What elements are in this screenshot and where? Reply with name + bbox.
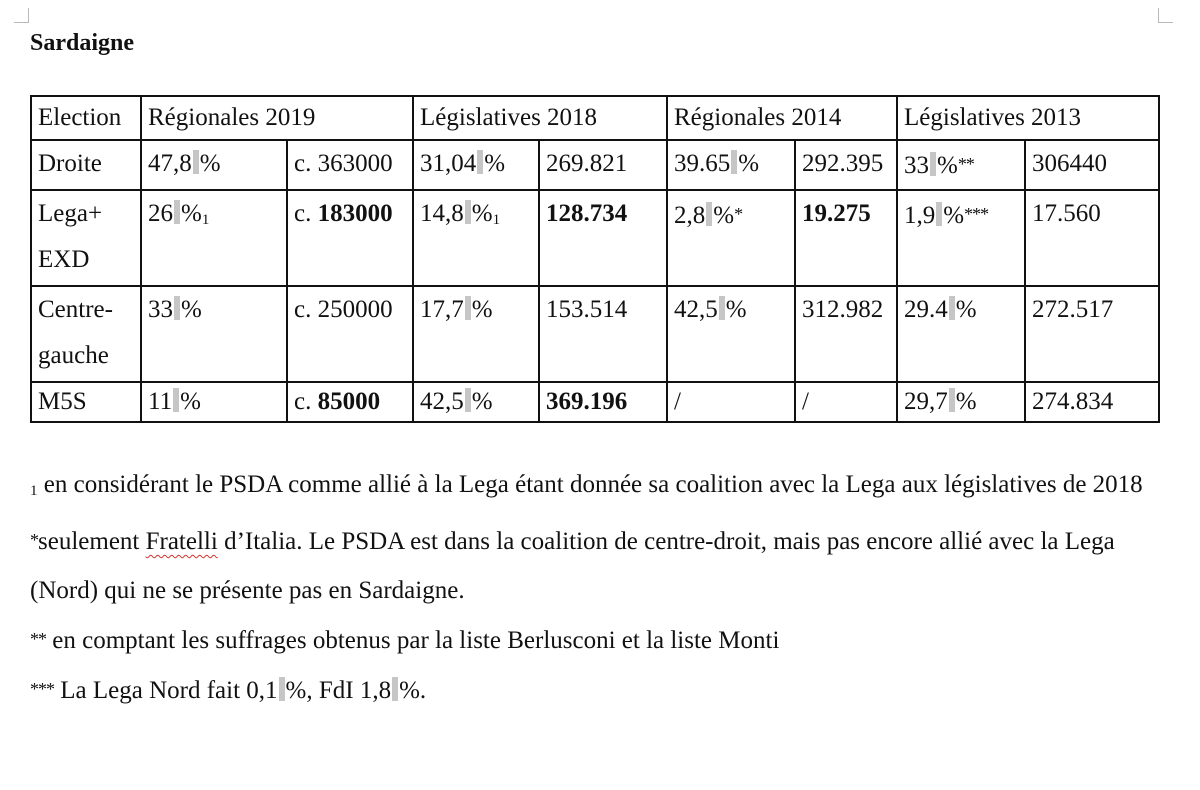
votes-cell: 269.821 xyxy=(539,140,667,190)
footnote-mark: 1 xyxy=(492,212,501,228)
table-header-row xyxy=(31,96,1159,140)
percent-cell: 2,8 %* xyxy=(667,190,795,286)
footnote-mark: * xyxy=(734,204,743,224)
footnotes xyxy=(30,460,1160,715)
percent-cell: 14,8 $\%_1$ xyxy=(413,190,539,286)
percent-cell: 29,7 % xyxy=(897,382,1025,422)
table-row xyxy=(31,140,1159,190)
table-row xyxy=(31,286,1159,382)
row-label: M5S xyxy=(31,382,141,422)
percent-cell: 42,5 % xyxy=(413,382,539,422)
table-row xyxy=(31,382,1159,422)
footnote-mark: *** xyxy=(30,679,54,699)
percent-cell: 47,8 % xyxy=(141,140,287,190)
header-cell: Régionales 2014 xyxy=(667,96,897,140)
votes-cell: 312.982 xyxy=(795,286,897,382)
header-cell: Régionales 2019 xyxy=(141,96,413,140)
footnote-mark: * xyxy=(30,530,38,550)
votes-cell: 292.395 xyxy=(795,140,897,190)
row-label: Centre-gauche xyxy=(31,286,141,382)
percent-cell: 26 $\%_1$ xyxy=(141,190,287,286)
footnote-mark: ** xyxy=(957,154,974,174)
footnote-triple-star: *** La Lega Nord fait 0,1 %, FdI 1,8 %. xyxy=(30,677,427,704)
row-label: Lega+ EXD xyxy=(31,190,141,286)
percent-cell: 39.65 % xyxy=(667,140,795,190)
percent-cell: 33 %** xyxy=(897,140,1025,190)
percent-cell: 17,7 % xyxy=(413,286,539,382)
votes-cell: c. 183000 xyxy=(287,190,413,286)
footnote-star: *seulement Fratelli d’Italia. Le PSDA est dans la coalition de centre-droit, mais pas encore allié avec la Lega (Nord) qui ne se présente pas en Sardaigne. xyxy=(30,528,1115,604)
footnote-1: $_1$ en considérant le PSDA comme allié à la Lega étant donnée sa coalition avec la Lega aux législatives de 2018 xyxy=(30,471,1143,499)
votes-cell: c. 85000 xyxy=(287,382,413,422)
row-label: Droite xyxy=(31,140,141,190)
percent-cell: 33 % xyxy=(141,286,287,382)
votes-cell: c. 250000 xyxy=(287,286,413,382)
votes-cell: / xyxy=(795,382,897,422)
percent-cell: 11 % xyxy=(141,382,287,422)
votes-cell: 274.834 xyxy=(1025,382,1159,422)
votes-cell: 306440 xyxy=(1025,140,1159,190)
votes-cell: 369.196 xyxy=(539,382,667,422)
footnote-double-star: ** en comptant les suffrages obtenus par la liste Berlusconi et la liste Monti xyxy=(30,627,780,654)
percent-cell: / xyxy=(667,382,795,422)
election-results-table xyxy=(30,95,1160,423)
page-corner-mark-top-right xyxy=(1158,8,1173,23)
votes-cell: 17.560 xyxy=(1025,190,1159,286)
votes-cell: 272.517 xyxy=(1025,286,1159,382)
header-cell: Législatives 2018 xyxy=(413,96,667,140)
footnote-mark: ** xyxy=(30,629,46,649)
votes-cell: 153.514 xyxy=(539,286,667,382)
percent-cell: 42,5 % xyxy=(667,286,795,382)
footnote-mark: 1 xyxy=(201,212,210,228)
table-row xyxy=(31,190,1159,286)
percent-cell: 1,9 %*** xyxy=(897,190,1025,286)
votes-cell: c. 363000 xyxy=(287,140,413,190)
header-cell: Législatives 2013 xyxy=(897,96,1159,140)
percent-cell: 29.4 % xyxy=(897,286,1025,382)
percent-cell: 31,04 % xyxy=(413,140,539,190)
votes-cell: 128.734 xyxy=(539,190,667,286)
votes-cell: 19.275 xyxy=(795,190,897,286)
spellcheck-flagged-word: Fratelli xyxy=(145,528,218,555)
footnote-mark: *** xyxy=(964,204,989,224)
footnote-mark: 1 xyxy=(30,483,38,499)
header-cell: Election xyxy=(31,96,141,140)
page-corner-mark-top-left xyxy=(14,8,29,23)
document-heading: Sardaigne xyxy=(30,30,135,56)
